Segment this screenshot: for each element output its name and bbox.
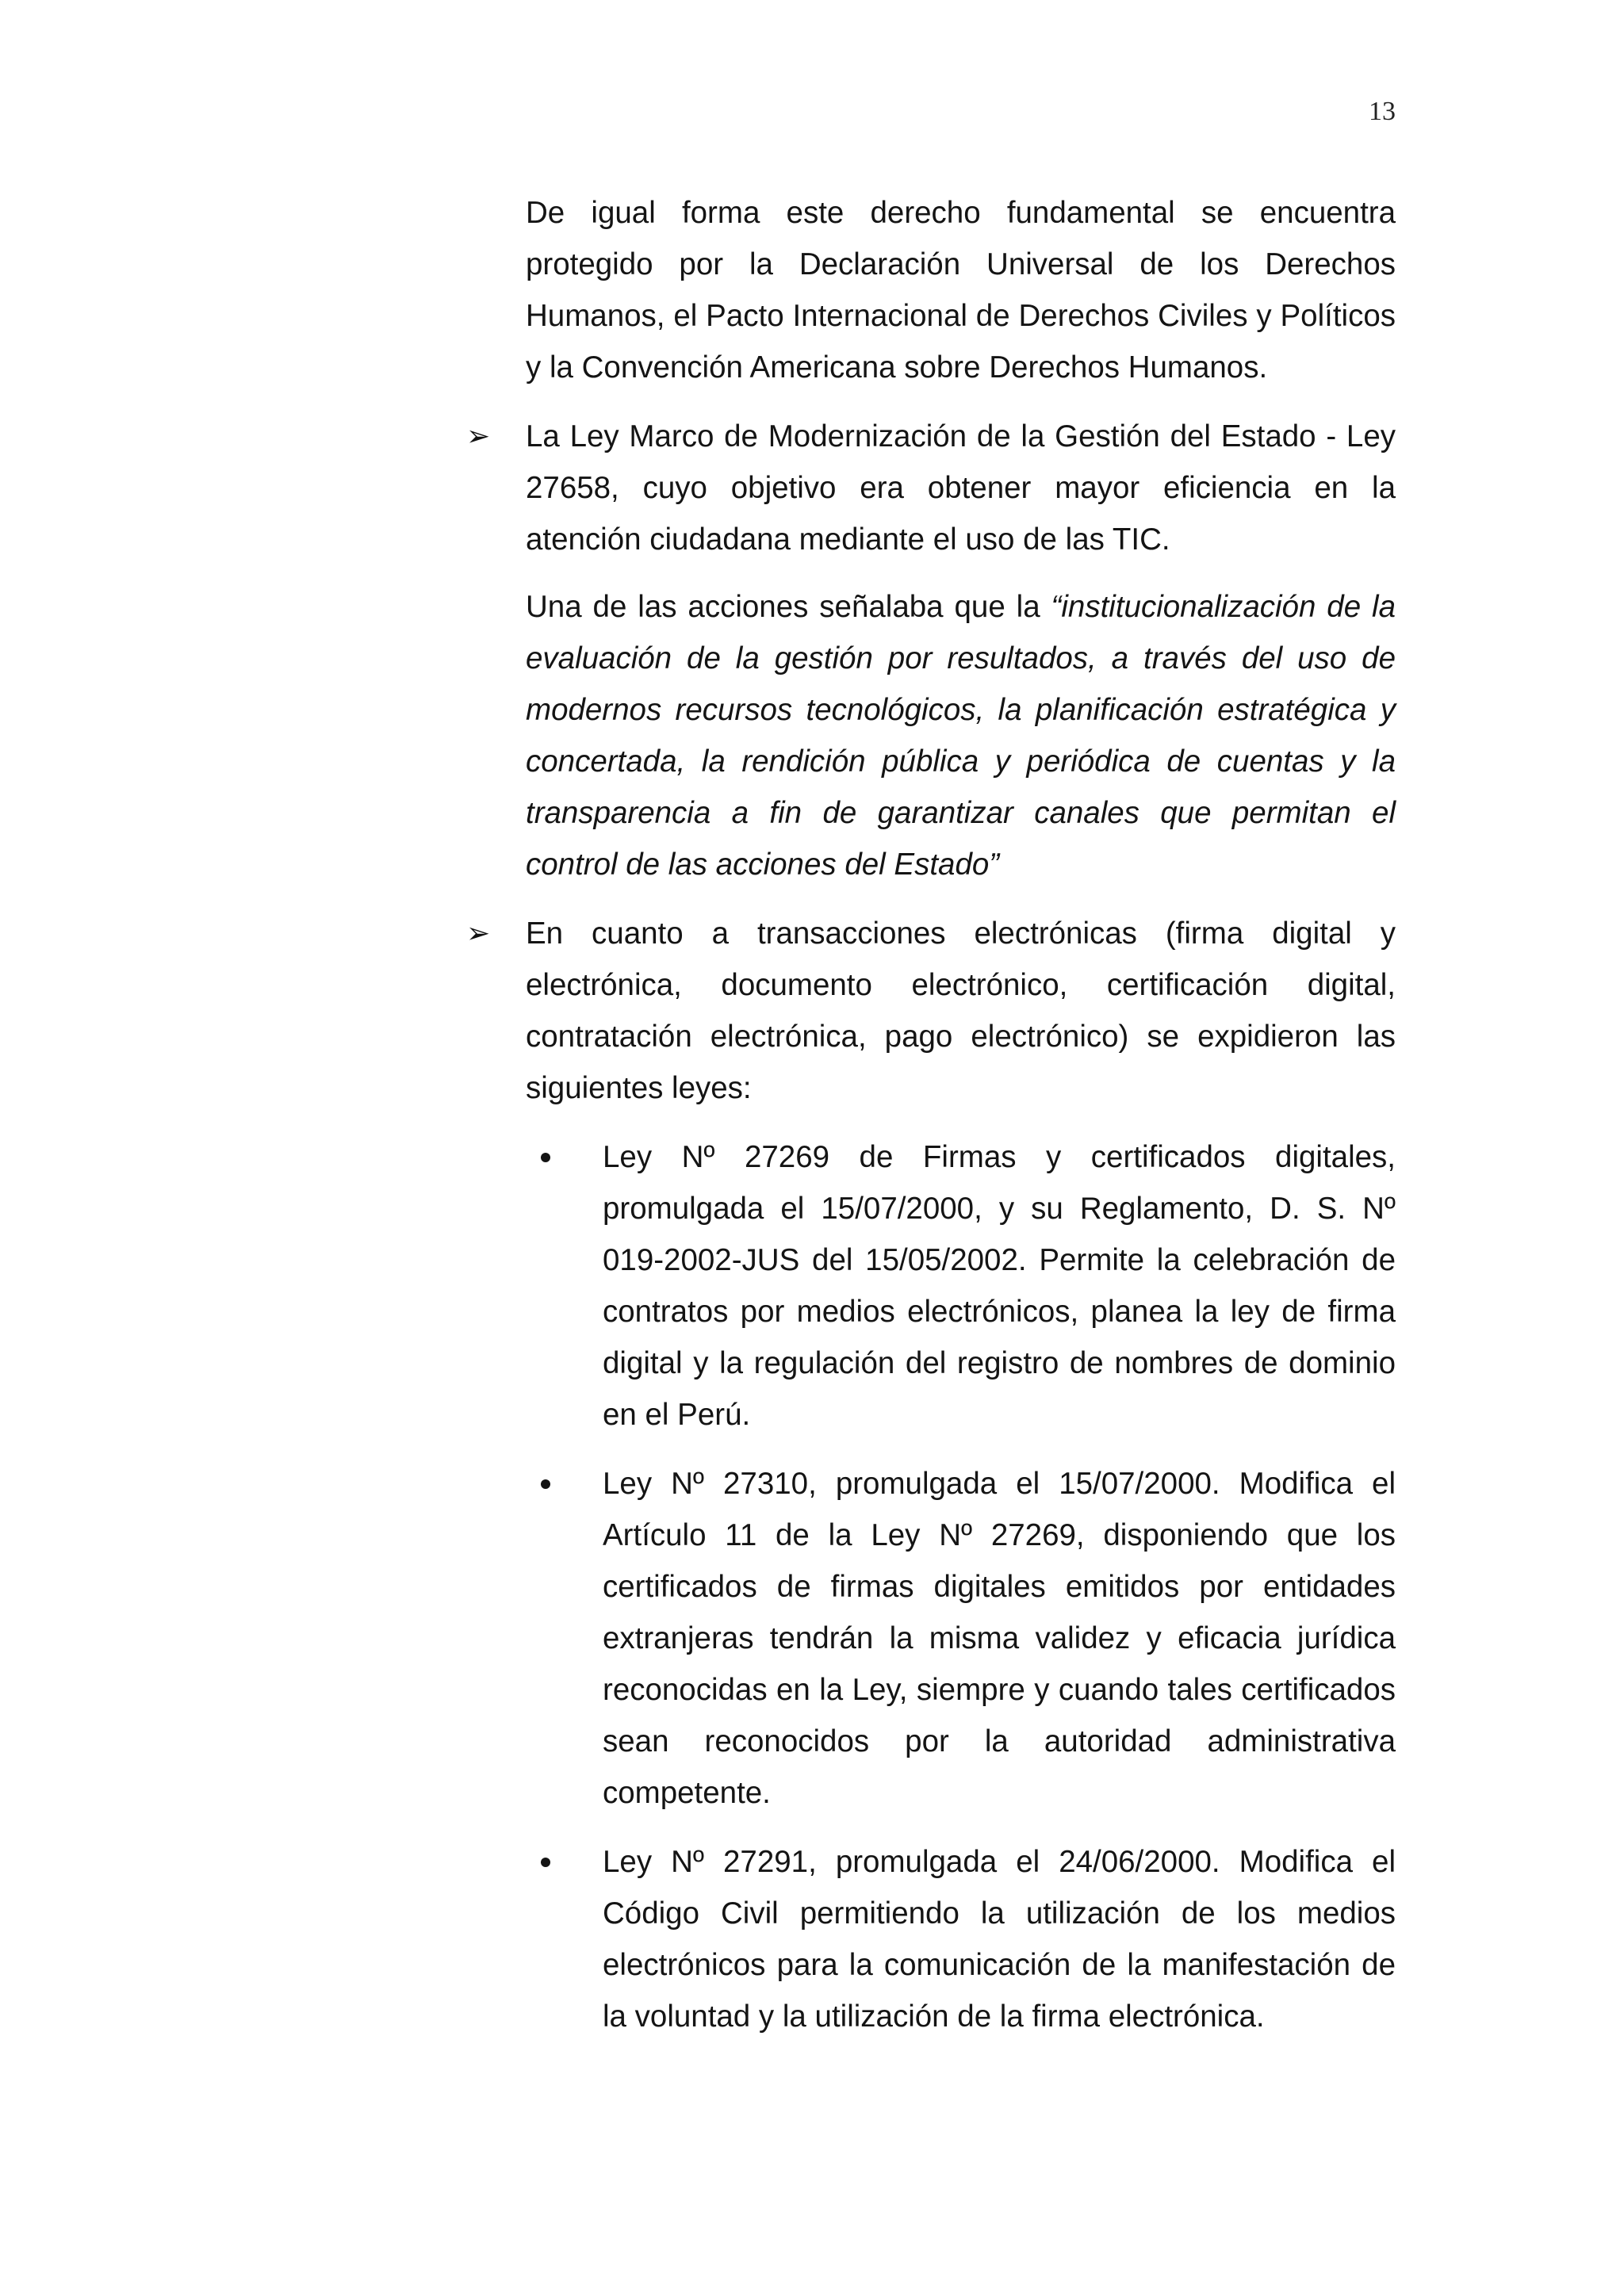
law-item [603, 1131, 1396, 1441]
dot-bullet-icon [541, 1479, 550, 1489]
quote-intro: Una de las acciones señalaba que la [526, 590, 1051, 624]
laws-list [526, 1131, 1396, 2042]
law-item [603, 1836, 1396, 2042]
page-number: 13 [1369, 97, 1396, 126]
page-content [466, 187, 1396, 2060]
paragraph-quote [526, 581, 1396, 890]
arrow-bullet-icon: ➢ [466, 420, 491, 453]
paragraph-intro: De igual forma este derecho fundamental se encuentra protegido por la Declaración Universal de los Derechos Humanos, el Pacto Internacional de Derechos Civiles y Políticos y la Convención Americana sobre Derechos Humanos. [526, 196, 1396, 385]
list-item-transacciones [466, 908, 1396, 1114]
law-text: Ley Nº 27310, promulgada el 15/07/2000. Modifica el Artículo 11 de la Ley Nº 27269, disponiendo que los certificados de firmas digitales emitidos por entidades extranjeras tendrán la misma validez y eficacia jurídica reconocidas en la Ley, siempre y cuando tales certificados sean reconocidos por la autoridad administrativa competente. [603, 1467, 1396, 1810]
law-text: Ley Nº 27269 de Firmas y certificados digitales, promulgada el 15/07/2000, y su Reglamento, D. S. Nº 019-2002-JUS del 15/05/2002. Permite la celebración de contratos por medios electrónicos, planea la ley de firma digital y la regulación del registro de nombres de dominio en el Perú. [603, 1140, 1396, 1432]
law-text: Ley Nº 27291, promulgada el 24/06/2000. Modifica el Código Civil permitiendo la utilización de los medios electrónicos para la comunicación de la manifestación de la voluntad y la utilización de la firma electrónica. [603, 1845, 1396, 2034]
arrow-bullet-icon: ➢ [466, 917, 491, 950]
dot-bullet-icon [541, 1153, 550, 1162]
list-item-ley-marco [466, 411, 1396, 565]
law-item [603, 1458, 1396, 1819]
list-item-text: La Ley Marco de Modernización de la Gestión del Estado - Ley 27658, cuyo objetivo era obtener mayor eficiencia en la atención ciudadana mediante el uso de las TIC. [526, 419, 1396, 557]
dot-bullet-icon [541, 1858, 550, 1867]
quote-text: “institucionalización de la evaluación de la gestión por resultados, a través del uso de modernos recursos tecnológicos, la planificación estratégica y concertada, la rendición pública y periódica de cuentas y la transparencia a fin de garantizar canales que permitan el control de las acciones del Estado” [526, 590, 1396, 882]
list-item-text: En cuanto a transacciones electrónicas (firma digital y electrónica, documento electrónico, certificación digital, contratación electrónica, pago electrónico) se expidieron las siguientes leyes: [526, 916, 1396, 1105]
